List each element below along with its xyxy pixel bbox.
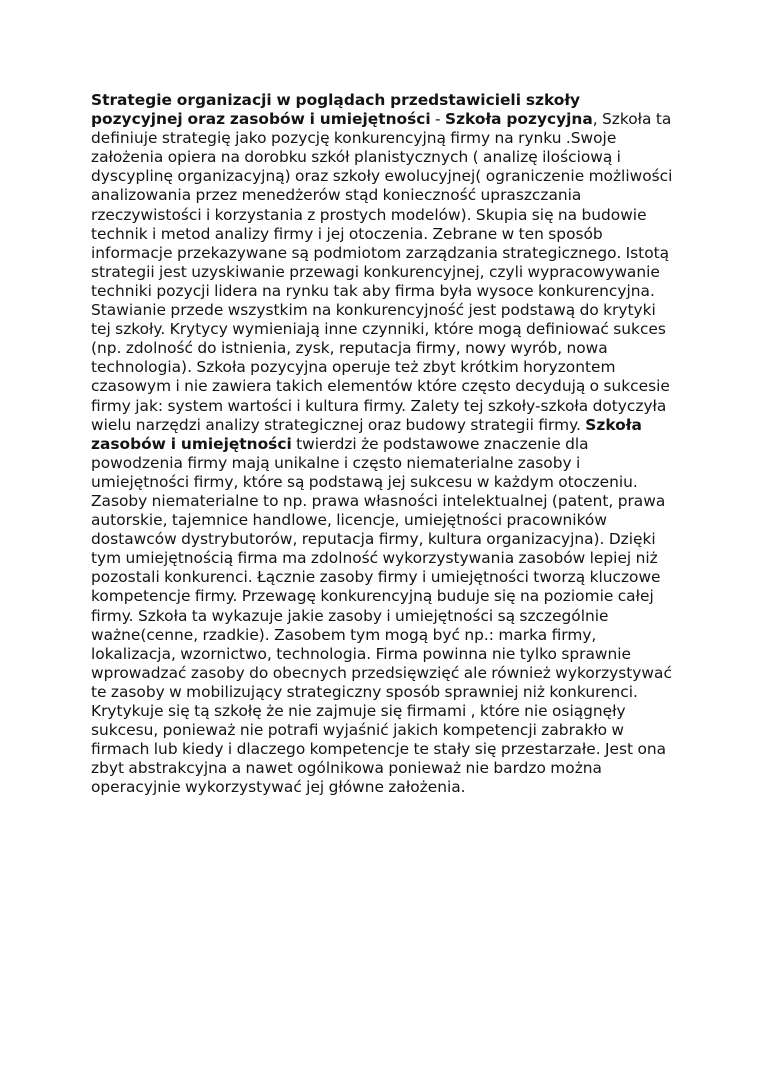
document-paragraph: [91, 91, 675, 797]
document-heading: Strategie organizacji w poglądach przedstawicieli szkoły pozycyjnej oraz zasobów i umiejętności: [91, 91, 581, 129]
resources-school-text: twierdzi że podstawowe znaczenie dla powodzenia firmy mają unikalne i często niematerialne zasoby i umiejętności firmy, które są podstawą jej sukcesu w każdym otoczeniu. Zasoby niematerialne to np. prawa własności intelektualnej (patent, prawa autorskie, tajemnice handlowe, licencje, umiejętności pracowników dostawców dystrybutorów, reputacja firmy, kultura organizacyjna). Dzięki tym umiejętnością firma ma zdolność wykorzystywania zasobów lepiej niż pozostali konkurenci. Łącznie zasoby firmy i umiejętności tworzą kluczowe kompetencje firmy. Przewagę konkurencyjną buduje się na poziomie całej firmy. Szkoła ta wykazuje jakie zasoby i umiejętności są szczególnie ważne(cenne, rzadkie). Zasobem tym mogą być np.: marka firmy, lokalizacja, wzornictwo, technologia. Firma powinna nie tylko sprawnie wprowadzać zasoby do obecnych przedsięwzięć ale również wykorzystywać te zasoby w mobilizujący strategiczny sposób sprawniej niż konkurenci. Krytykuje się tą szkołę że nie zajmuje się firmami , które nie osiągnęły sukcesu, ponieważ nie potrafi wyjaśnić jakich kompetencji zabrakło w firmach lub kiedy i dlaczego kompetencje te stały się przestarzałe. Jest ona zbyt abstrakcyjna a nawet ogólnikowa ponieważ nie bardzo można operacyjnie wykorzystywać jej główne założenia.: [91, 434, 672, 797]
heading-separator: -: [430, 110, 445, 129]
positional-school-text: , Szkoła ta definiuje strategię jako pozycję konkurencyjną firmy na rynku .Swoje założenia opiera na dorobku szkół planistycznych ( analizę ilościową i dyscyplinę organizacyjną) oraz szkoły ewolucyjnej( ograniczenie możliwości analizowania przez menedżerów stąd konieczność upraszczania rzeczywistości i korzystania z prostych modelów). Skupia się na budowie technik i metod analizy firmy i jej otoczenia. Zebrane w ten sposób informacje przekazywane są podmiotom zarządzania strategicznego. Istotą strategii jest uzyskiwanie przewagi konkurencyjnej, czyli wypracowywanie techniki pozycji lidera na rynku tak aby firma była wysoce konkurencyjna. Stawianie przede wszystkim na konkurencyjność jest podstawą do krytyki tej szkoły. Krytycy wymieniają inne czynniki, które mogą definiować sukces (np. zdolność do istnienia, zysk, reputacja firmy, nowy wyrób, nowa technologia). Szkoła pozycyjna operuje też zbyt krótkim horyzontem czasowym i nie zawiera takich elementów które często decydują o sukcesie firmy jak: system wartości i kultura firmy. Zalety tej szkoły-szkoła dotyczyła wielu narzędzi analizy strategicznej oraz budowy strategii firmy.: [91, 110, 673, 434]
resources-school-term: Szkoła zasobów i umiejętności: [91, 415, 642, 453]
positional-school-term: Szkoła pozycyjna: [445, 110, 593, 129]
